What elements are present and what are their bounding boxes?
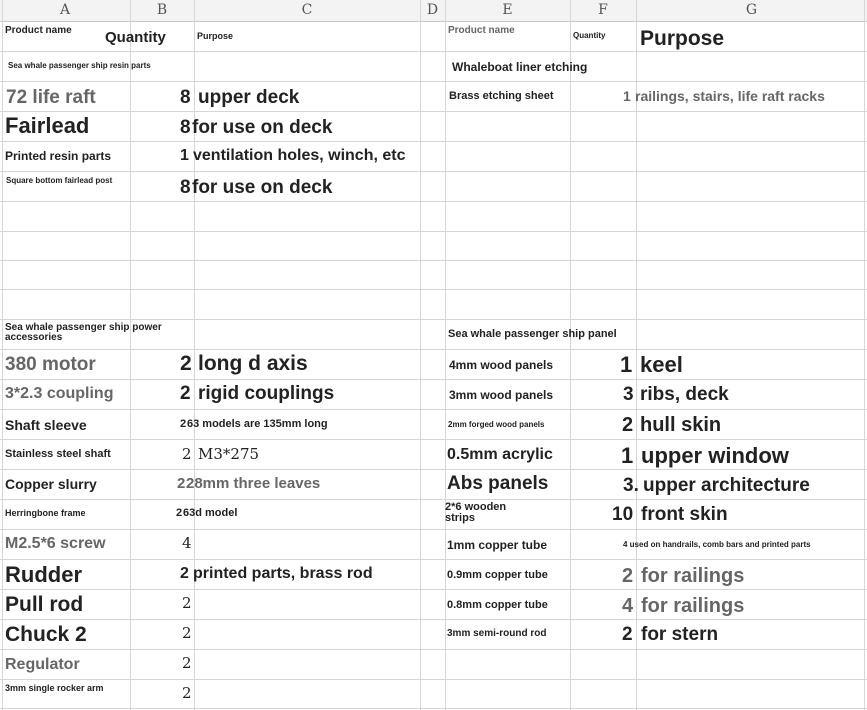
column-header-c[interactable]: C xyxy=(194,0,420,22)
product-name-cell[interactable]: 0.8mm copper tube xyxy=(447,599,548,611)
quantity-cell[interactable]: 4 xyxy=(182,534,192,552)
grid-line xyxy=(130,0,131,710)
purpose-cell[interactable]: 4 used on handrails, comb bars and printed parts xyxy=(623,540,811,549)
product-name-cell[interactable]: 72 life raft xyxy=(6,87,96,108)
grid-line xyxy=(0,589,867,590)
column-header-b[interactable]: B xyxy=(130,0,194,22)
column-header-g[interactable]: G xyxy=(636,0,867,22)
quantity-cell[interactable]: 2 xyxy=(182,445,192,463)
column-header-d[interactable]: D xyxy=(420,0,445,22)
grid-line xyxy=(0,260,867,261)
quantity-cell[interactable]: 4 xyxy=(622,595,634,617)
product-name-cell[interactable]: 0.5mm acrylic xyxy=(447,446,553,463)
header-quantity[interactable]: Quantity xyxy=(105,29,166,46)
grid-line xyxy=(0,409,867,410)
quantity-cell[interactable]: 2 xyxy=(177,475,186,492)
quantity-cell[interactable]: 2 xyxy=(180,352,192,375)
purpose-cell[interactable]: rigid couplings xyxy=(198,383,335,404)
quantity-cell[interactable]: 2 xyxy=(622,414,634,436)
purpose-cell[interactable]: hull skin xyxy=(640,414,722,436)
purpose-cell[interactable]: for railings xyxy=(641,595,745,617)
section-title-resin-parts[interactable]: Sea whale passenger ship resin parts xyxy=(8,61,151,70)
quantity-cell[interactable]: 1 xyxy=(180,147,189,164)
purpose-cell[interactable]: railings, stairs, life raft racks xyxy=(635,88,825,104)
product-name-cell[interactable]: Shaft sleeve xyxy=(5,417,87,433)
purpose-cell[interactable]: for use on deck xyxy=(192,117,333,138)
purpose-cell[interactable]: upper architecture xyxy=(643,475,810,496)
product-name-cell[interactable]: 4mm wood panels xyxy=(449,358,554,372)
header-purpose[interactable]: Purpose xyxy=(640,27,725,50)
grid-line xyxy=(0,439,867,440)
section-title-liner-etching[interactable]: Whaleboat liner etching xyxy=(452,60,588,74)
product-name-cell[interactable]: Chuck 2 xyxy=(5,623,87,646)
product-name-cell[interactable]: Regulator xyxy=(5,656,80,673)
grid-line xyxy=(2,0,3,710)
quantity-cell[interactable]: 1 xyxy=(621,443,634,468)
grid-line xyxy=(0,379,867,380)
grid-line xyxy=(0,499,867,500)
product-name-cell[interactable]: 0.9mm copper tube xyxy=(447,569,548,581)
quantity-cell[interactable]: 2 xyxy=(622,565,634,587)
grid-line xyxy=(0,529,867,530)
purpose-cell[interactable]: printed parts, brass rod xyxy=(193,565,373,582)
grid-line xyxy=(0,708,867,709)
column-header-e[interactable]: E xyxy=(445,0,570,22)
quantity-cell[interactable]: 1 xyxy=(620,352,633,377)
product-name-cell[interactable]: Square bottom fairlead post xyxy=(6,176,113,185)
quantity-cell[interactable]: 2 xyxy=(182,624,192,642)
purpose-cell[interactable]: upper deck xyxy=(198,87,300,108)
product-name-cell[interactable]: Rudder xyxy=(5,562,82,587)
grid-line xyxy=(194,0,195,710)
quantity-cell[interactable]: 3. xyxy=(623,475,639,496)
quantity-cell[interactable]: 2 xyxy=(180,418,187,430)
quantity-cell[interactable]: 3 xyxy=(623,384,634,405)
grid-line xyxy=(0,679,867,680)
quantity-cell[interactable]: 2 xyxy=(180,383,191,404)
quantity-cell[interactable]: 2 xyxy=(622,624,633,645)
header-purpose[interactable]: Purpose xyxy=(197,31,234,41)
purpose-cell[interactable]: 63 models are 135mm long xyxy=(187,418,328,430)
quantity-cell[interactable]: 8 xyxy=(180,117,191,138)
purpose-cell[interactable]: keel xyxy=(640,352,683,377)
product-name-cell[interactable]: Herringbone frame xyxy=(5,508,86,518)
grid-line xyxy=(0,51,867,52)
quantity-cell[interactable]: 10 xyxy=(612,504,634,525)
column-header-a[interactable]: A xyxy=(0,0,130,22)
product-name-cell[interactable]: 2*6 wooden strips xyxy=(445,501,507,524)
grid-line xyxy=(0,231,867,232)
grid-line xyxy=(0,319,867,320)
purpose-cell[interactable]: front skin xyxy=(641,504,728,525)
grid-line xyxy=(0,469,867,470)
grid-line xyxy=(864,0,865,710)
purpose-cell[interactable]: ribs, deck xyxy=(640,384,729,405)
header-product-name[interactable]: Product name xyxy=(448,25,515,36)
header-product-name[interactable]: Product name xyxy=(5,25,72,36)
grid-line xyxy=(0,81,867,82)
quantity-cell[interactable]: 8 xyxy=(180,177,191,198)
product-name-cell[interactable]: 3mm wood panels xyxy=(449,388,554,402)
grid-line xyxy=(445,0,446,710)
grid-line xyxy=(0,349,867,350)
grid-line xyxy=(0,141,867,142)
grid-line xyxy=(420,0,421,710)
product-name-cell[interactable]: Copper slurry xyxy=(5,476,97,492)
product-name-cell[interactable]: Abs panels xyxy=(447,473,549,494)
product-name-cell[interactable]: Brass etching sheet xyxy=(449,90,554,102)
purpose-cell[interactable]: for use on deck xyxy=(192,177,333,198)
product-name-cell[interactable]: Fairlead xyxy=(5,113,90,138)
product-name-cell[interactable]: Pull rod xyxy=(5,593,84,616)
section-title-ship-panel[interactable]: Sea whale passenger ship panel xyxy=(448,328,617,340)
product-name-cell[interactable]: 380 motor xyxy=(5,354,96,375)
quantity-cell[interactable]: 1 xyxy=(623,88,631,104)
purpose-cell[interactable]: upper window xyxy=(641,443,789,468)
quantity-cell[interactable]: 8 xyxy=(180,87,191,108)
grid-line xyxy=(636,0,637,710)
product-name-cell[interactable]: 3mm single rocker arm xyxy=(5,683,104,693)
grid-line xyxy=(0,649,867,650)
product-name-cell[interactable]: M2.5*6 screw xyxy=(5,535,106,552)
purpose-cell[interactable]: for stern xyxy=(641,624,719,645)
product-name-cell[interactable]: 2mm forged wood panels xyxy=(448,420,545,429)
section-title-power-accessories[interactable]: Sea whale passenger ship power accessories xyxy=(5,322,162,343)
grid-line xyxy=(0,559,867,560)
grid-line xyxy=(0,619,867,620)
product-name-cell[interactable]: Printed resin parts xyxy=(5,149,112,163)
grid-line xyxy=(0,111,867,112)
product-name-cell[interactable]: 3*2.3 coupling xyxy=(5,385,114,402)
grid-line xyxy=(0,171,867,172)
quantity-cell[interactable]: 2 xyxy=(182,684,192,702)
quantity-cell[interactable]: 2 xyxy=(182,654,192,672)
purpose-cell[interactable]: 63d model xyxy=(183,507,238,519)
purpose-cell[interactable]: for railings xyxy=(641,565,745,587)
grid-line xyxy=(570,0,571,710)
grid-line xyxy=(0,201,867,202)
product-name-cell[interactable]: Stainless steel shaft xyxy=(5,448,111,460)
purpose-cell[interactable]: long d axis xyxy=(198,352,308,375)
quantity-cell[interactable]: 2 xyxy=(182,594,192,612)
quantity-cell[interactable]: 2 xyxy=(180,565,189,582)
purpose-cell[interactable]: 28mm three leaves xyxy=(186,475,321,492)
header-quantity[interactable]: Quantity xyxy=(573,31,606,40)
column-header-f[interactable]: F xyxy=(570,0,636,22)
quantity-cell[interactable]: 2 xyxy=(176,507,183,519)
purpose-cell[interactable]: ventilation holes, winch, etc xyxy=(193,147,406,164)
grid-line xyxy=(0,289,867,290)
product-name-cell[interactable]: 1mm copper tube xyxy=(447,538,548,552)
product-name-cell[interactable]: 3mm semi-round rod xyxy=(447,628,547,639)
purpose-cell[interactable]: M3*275 xyxy=(198,445,260,463)
